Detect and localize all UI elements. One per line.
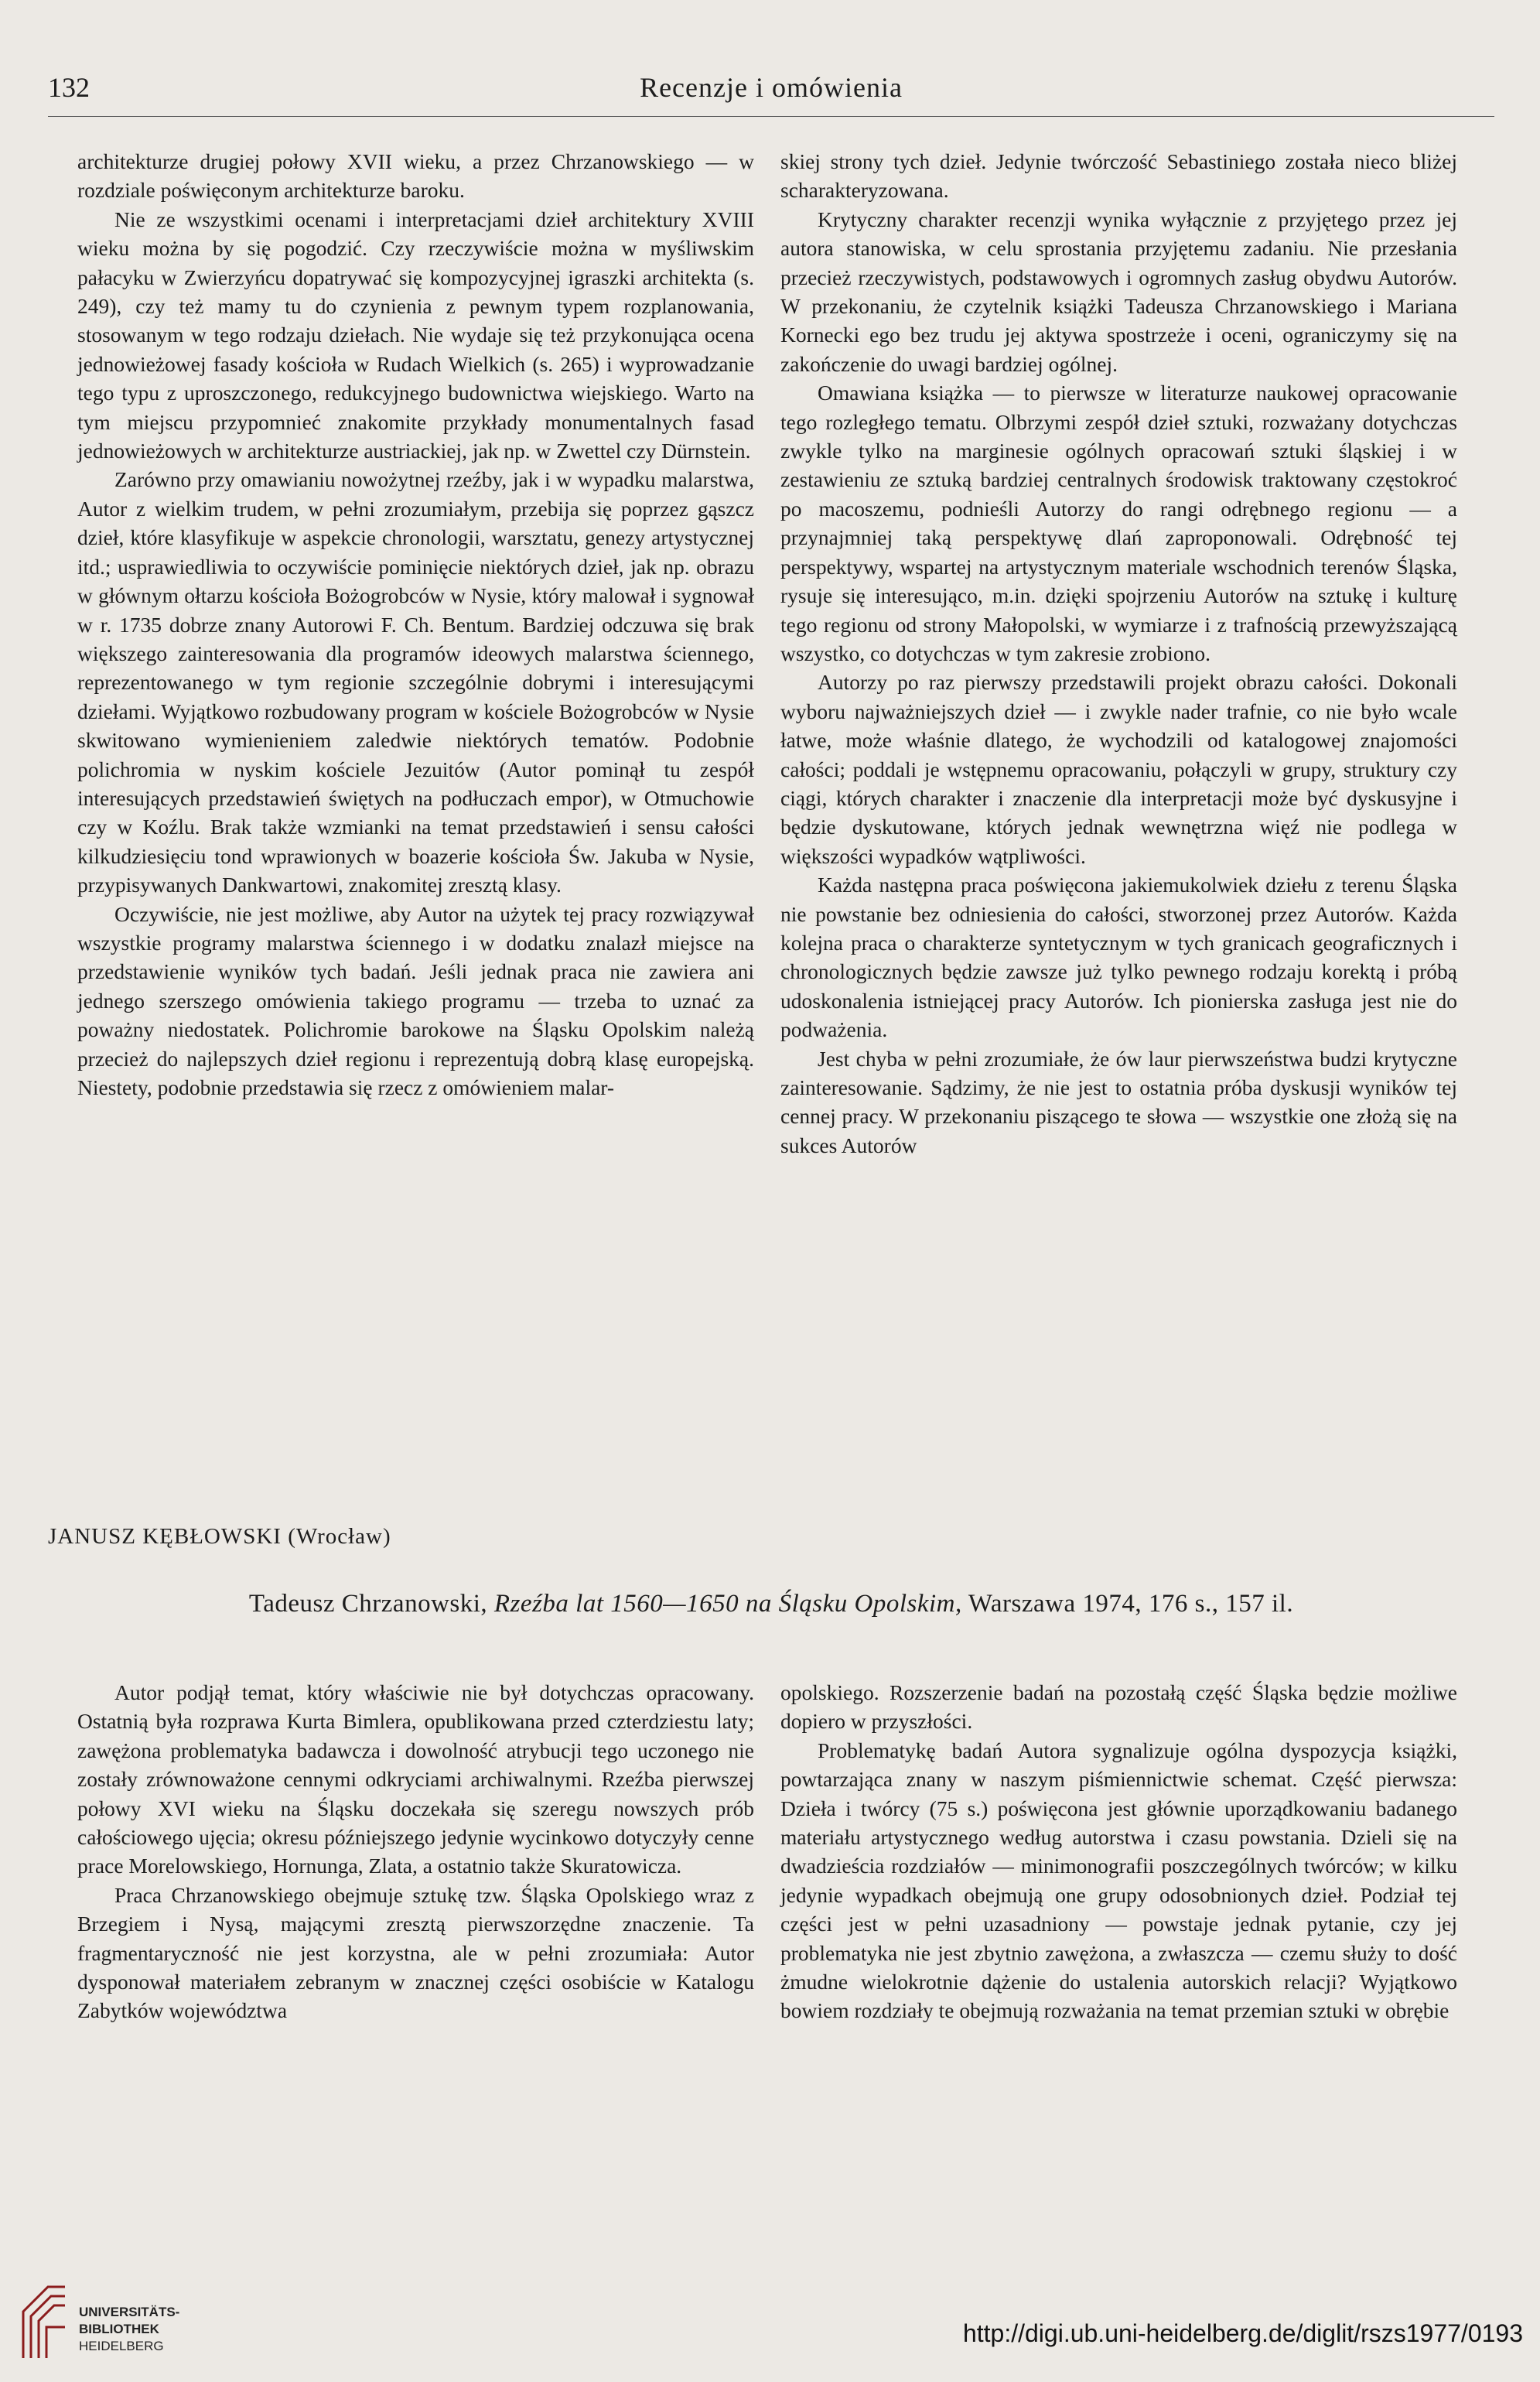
previous-review-left-column xyxy=(77,147,754,1102)
review-title xyxy=(48,1590,1494,1618)
paragraph: Zarówno przy omawianiu nowożytnej rzeźby, jak i w wypadku malarstwa, Autor z wielkim trudem, w pełni zrozumiałym, przebija się poprzez gąszcz dzieł, które klasyfikuje w aspekcie chronologii, warsztatu, genezy artystycznej itd.; usprawiedliwia to oczywiście pominięcie niektórych dzieł, jak np. obrazu w głównym ołtarzu kościoła Bożogrobców w Nysie, który malował i sygnował w r. 1735 dobrze znany Autorowi F. Ch. Bentum. Bardziej odczuwa się brak większego zainteresowania dla programów ideowych malarstwa ściennego, reprezentowanego w tym regionie szczególnie dobrymi i interesującymi dziełami. Wyjątkowo rozbudowany program w kościele Bożogrobców w Nysie skwitowano wymienieniem zaledwie niektórych tematów. Podobnie polichromia w nyskim kościele Jezuitów (Autor pominął tu zespół interesujących przedstawień świętych na podłuczach empor), w Otmuchowie czy w Koźlu. Brak także wzmianki na temat przedstawień i sensu całości kilkudziesięciu tond wprawionych w boazerie kościoła Św. Jakuba w Nysie, przypisywanych Dankwartowi, znakomitej zresztą klasy. xyxy=(77,467,754,897)
paragraph: Nie ze wszystkimi ocenami i interpretacjami dzieł architektury XVIII wieku można by się pogodzić. Czy rzeczywiście można w myśliwskim pałacyku w Zwierzyńcu dopatrywać się kompozycyjnej igraszki architekta (s. 249), czy też mamy tu do czynienia z pewnym typem rozplanowania, stosowanym w tego rodzaju dziełach. Nie wydaje się też przykonująca ocena jednowieżowej fasady kościoła w Rudach Wielkich (s. 265) i wyprowadzanie tego typu z uproszczonego, redukcyjnego budownictwa wiejskiego. Warto na tym miejscu przypomnieć znakomite przykłady monumentalnych fasad jednowieżowych w architekturze austriackiej, jak np. w Zwettel czy Dürnstein. xyxy=(77,207,754,463)
paragraph: Każda następna praca poświęcona jakiemukolwiek dziełu z terenu Śląska nie powstanie bez odniesienia do całości, stworzonej przez Autorów. Każda kolejna praca o charakterze syntetycznym w tych granicach geograficznych i chronologicznych będzie zawsze już tylko pewnego rodzaju korektą i próbą udoskonalenia istniejącej pracy Autorów. Ich pionierska zasługa jest nie do podważenia. xyxy=(780,873,1457,1042)
review-title-author: Tadeusz Chrzanowski, xyxy=(248,1590,488,1618)
running-head: Recenzje i omówienia xyxy=(640,72,903,103)
review-title-publication: Warszawa 1974, 176 s., 157 il. xyxy=(968,1590,1294,1618)
logo-line-1: UNIVERSITÄTS- xyxy=(79,2305,180,2319)
paragraph: Autor podjął temat, który właściwie nie był dotychczas opracowany. Ostatnią była rozprawa Kurta Bimlera, opublikowana przed czterdziestu laty; zawężona problematyka badawcza i dowolność atrybucji tego uczonego nie zostały zrównoważone cennymi odkryciami archiwalnymi. Rzeźba pierwszej połowy XVI wieku na Śląsku doczekała się szeregu nowszych prób całościowego ujęcia; okresu późniejszego jedynie wycinkowo dotyczyły cenne prace Morelowskiego, Hornunga, Zlata, a ostatnio także Skuratowicza. xyxy=(77,1680,754,1878)
paragraph: Krytyczny charakter recenzji wynika wyłącznie z przyjętego przez jej autora stanowiska, w celu sprostania przyjętemu zadaniu. Nie przesłania przecież rzeczywistych, podstawowych i ogromnych zasług obydwu Autorów. W przekonaniu, że czytelnik książki Tadeusza Chrzanowskiego i Mariana Kornecki ego bez trudu jej aktywa spostrzeże i oceni, ograniczymy się na zakończenie do uwagi bardziej ogólnej. xyxy=(780,207,1457,376)
paragraph: Problematykę badań Autora sygnalizuje ogólna dyspozycja książki, powtarzająca znany w naszym piśmiennictwie schemat. Część pierwsza: Dzieła i twórcy (75 s.) poświęcona jest głównie uporządkowaniu badanego materiału artystycznego według autorstwa i czasu powstania. Dzieli się na dwadzieścia rozdziałów — minimonografii poszczególnych twórców; w kilku jedynie wypadkach obejmują one grupy odosobnionych dzieł. Podział tej części jest w pełni uzasadniony — powstaje jednak pytanie, czy jej problematyka nie jest zbytnio zawężona, a zwłaszcza — czemu służy to dość żmudne wielokrotnie dążenie do ustalenia autorskich relacji? Wyjątkowo bowiem rozdziały te obejmują rozważania na temat przemian sztuki w obrębie xyxy=(780,1738,1457,2023)
library-logo-icon xyxy=(17,2281,71,2366)
paragraph: Omawiana książka — to pierwsze w literaturze naukowej opracowanie tego rozległego tematu. Olbrzymi zespół dzieł sztuki, rozważany dotychczas zwykle tylko na marginesie ogólnych opracowań sztuki śląskiej i w zestawieniu ze sztuką bardziej centralnych środowisk traktowany częstokroć po macoszemu, podnieśli Autorzy do rangi odrębnego regionu — a przynajmniej taką perspektywę dlań zaproponowali. Odrębność tej perspektywy, wspartej na artystycznym materiale wschodnich terenów Śląska, rysuje się interesująco, m.in. dzięki spojrzeniu Autorów na sztukę i kulturę tego regionu od strony Małopolski, w wymiarze i z trafnością przewyższającą wszystko, co dotychczas w tym zakresie zrobiono. xyxy=(780,381,1457,665)
next-review-right-column xyxy=(780,1678,1457,2025)
source-url-link[interactable]: http://digi.ub.uni-heidelberg.de/diglit/rszs1977/0193 xyxy=(962,2319,1523,2347)
paragraph: Praca Chrzanowskiego obejmuje sztukę tzw. Śląska Opolskiego wraz z Brzegiem i Nysą, mającymi zresztą pierwszorzędne znaczenie. Ta fragmentaryczność nie jest korzystna, ale w pełni zrozumiała: Autor dysponował materiałem zebranym w znacznej części osobiście w Katalogu Zabytków województwa xyxy=(77,1882,754,2023)
paragraph: Oczywiście, nie jest możliwe, aby Autor na użytek tej pracy rozwiązywał wszystkie programy malarstwa ściennego i w dodatku znalazł miejsce na przedstawienie wyników tych badań. Jeśli jednak praca nie zawiera ani jednego szerszego omówienia takiego programu — trzeba to uznać za poważny niedostatek. Polichromie barokowe na Śląsku Opolskim należą przecież do najlepszych dzieł regionu i reprezentują dobrą klasę europejską. Niestety, podobnie przedstawia się rzecz z omówieniem malar- xyxy=(77,901,754,1099)
logo-line-3: HEIDELBERG xyxy=(79,2339,164,2353)
reviewer-signature: JANUSZ KĘBŁOWSKI (Wrocław) xyxy=(48,1524,391,1549)
next-review-left-column xyxy=(77,1678,754,2025)
paragraph: architekturze drugiej połowy XVII wieku, a przez Chrzanowskiego — w rozdziale poświęconym architekturze baroku. xyxy=(77,149,754,203)
paragraph: Jest chyba w pełni zrozumiałe, że ów laur pierwszeństwa budzi krytyczne zainteresowanie. Sądzimy, że nie jest to ostatnia próba dyskusji wyników tej cennej pracy. W przekonaniu piszącego te słowa — wszystkie one złożą się na sukces Autorów xyxy=(780,1046,1457,1157)
paragraph: opolskiego. Rozszerzenie badań na pozostałą część Śląska będzie możliwe dopiero w przyszłości. xyxy=(780,1680,1457,1734)
review-title-book: Rzeźba lat 1560—1650 na Śląsku Opolskim, xyxy=(493,1590,962,1618)
page-header xyxy=(48,71,1494,117)
logo-line-2: BIBLIOTHEK xyxy=(79,2322,159,2336)
library-logo xyxy=(17,2281,249,2366)
paragraph: Autorzy po raz pierwszy przedstawili projekt obrazu całości. Dokonali wyboru najważniejszych dzieł — i zwykle nader trafnie, co nie było wcale łatwe, może właśnie dlatego, że wychodzili od katalogowej znajomości całości; poddali je wstępnemu opracowaniu, połączyli w grupy, struktury czy ciągi, których charakter i znaczenie dla interpretacji może być dyskusyjne i będzie dyskutowane, których jednak wewnętrzna więź nie podlega w większości wypadków wątpliwości. xyxy=(780,670,1457,868)
paragraph: skiej strony tych dzieł. Jedynie twórczość Sebastiniego została nieco bliżej scharakteryzowana. xyxy=(780,149,1457,203)
page-number: 132 xyxy=(48,72,90,103)
previous-review-right-column xyxy=(780,147,1457,1160)
